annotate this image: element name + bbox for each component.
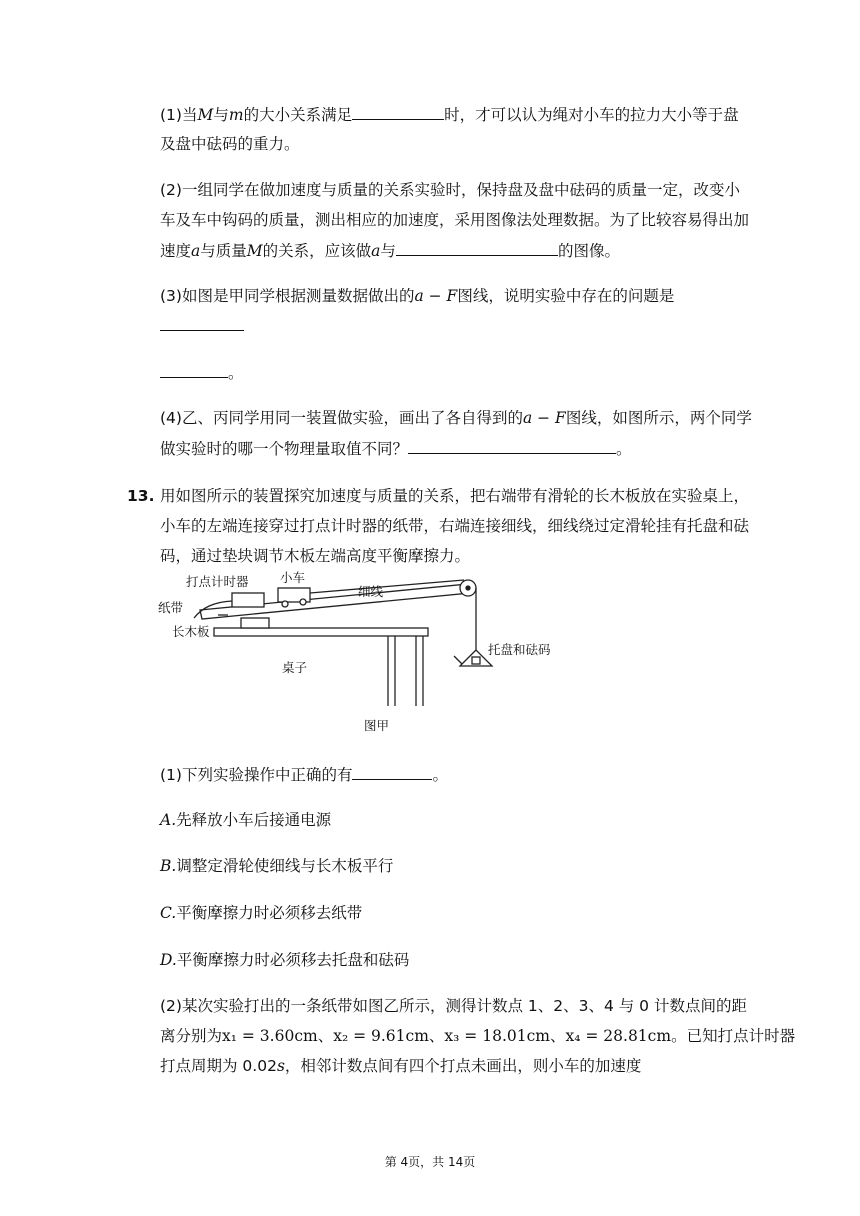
math-x4: x₄ = 28.81cm — [565, 1027, 672, 1045]
q12-p1-line1 — [160, 104, 739, 125]
answer-blank[interactable] — [408, 438, 616, 454]
option-b[interactable] — [160, 856, 393, 876]
option-d[interactable] — [160, 950, 409, 970]
separator: 、 — [428, 1027, 445, 1045]
q12-p2-line2: 车及车中钩码的质量，测出相应的加速度，采用图像法处理数据。为了比较容易得出加 — [160, 211, 750, 229]
math-s: s — [276, 1057, 285, 1075]
answer-blank[interactable] — [396, 240, 558, 256]
page-footer: 第 4页，共 14页 — [384, 1155, 476, 1169]
label-pan: 托盘和砝码 — [488, 642, 551, 657]
text: 与质量 — [200, 242, 247, 260]
text: 的大小关系满足 — [243, 106, 353, 124]
text: (1)当 — [160, 106, 198, 124]
text: 的关系，应该做 — [262, 242, 372, 260]
figure-caption: 图甲 — [364, 718, 390, 733]
option-text: 平衡摩擦力时必须移去纸带 — [176, 904, 363, 922]
text: 。已知打点计时器 — [671, 1027, 796, 1045]
text: (4)乙、丙同学用同一装置做实验，画出了各自得到的 — [160, 409, 523, 427]
text: 与 — [380, 242, 396, 260]
math-a-F: a − F — [414, 287, 458, 305]
math-x3: x₃ = 18.01cm — [444, 1027, 550, 1045]
text: 图线，说明实验中存在的问题是 — [457, 287, 675, 305]
option-letter: C. — [160, 904, 177, 922]
math-m: m — [228, 106, 244, 124]
q12-p4-line2 — [160, 438, 632, 459]
text: 打点周期为 0.02 — [160, 1057, 277, 1075]
q12-p4-line1 — [160, 408, 752, 428]
q12-p2-line1: (2)一组同学在做加速度与质量的关系实验时，保持盘及盘中砝码的质量一定，改变小 — [160, 181, 740, 199]
answer-blank[interactable] — [160, 362, 228, 378]
answer-blank[interactable] — [352, 764, 432, 780]
label-car: 小车 — [280, 570, 306, 585]
label-table: 桌子 — [282, 660, 308, 675]
text: 的图像。 — [557, 242, 620, 260]
q13-p2-line2 — [160, 1026, 795, 1046]
separator: 、 — [549, 1027, 566, 1045]
math-x1: x₁ = 3.60cm — [222, 1027, 318, 1045]
q13-intro-line1: 用如图所示的装置探究加速度与质量的关系，把右端带有滑轮的长木板放在实验桌上， — [160, 487, 750, 505]
q12-p3-blank1[interactable] — [160, 315, 244, 336]
label-string: 细线 — [358, 584, 384, 599]
q13-p2-line1: (2)某次实验打出的一条纸带如图乙所示，测得计数点 1、2、3、4 与 0 计数点间的距 — [160, 997, 747, 1015]
text: 做实验时的哪一个物理量取值不同？ — [160, 440, 409, 458]
math-x2: x₂ = 9.61cm — [333, 1027, 429, 1045]
math-M: M — [197, 106, 214, 124]
q13-intro-line2: 小车的左端连接穿过打点计时器的纸带，右端连接细线，细线绕过定滑轮挂有托盘和砝 — [160, 517, 750, 535]
math-M: M — [246, 242, 263, 260]
math-a: a — [191, 242, 201, 260]
option-letter: D. — [160, 951, 177, 969]
separator: 、 — [317, 1027, 334, 1045]
option-c[interactable] — [160, 903, 362, 923]
q13-p1 — [160, 764, 448, 785]
text: (1)下列实验操作中正确的有 — [160, 766, 353, 784]
option-text: 调整定滑轮使细线与长木板平行 — [176, 857, 394, 875]
label-tape: 纸带 — [158, 600, 184, 615]
q12-p3-line3 — [160, 362, 244, 383]
text: 时，才可以认为绳对小车的拉力大小等于盘 — [444, 106, 739, 124]
answer-blank[interactable] — [352, 104, 444, 120]
label-timer: 打点计时器 — [186, 574, 249, 589]
option-text: 先释放小车后接通电源 — [176, 811, 332, 829]
q13-p2-line3 — [160, 1056, 641, 1076]
text: 。 — [228, 364, 244, 382]
q12-p1-line2: 及盘中砝码的重力。 — [160, 135, 300, 153]
text: 速度 — [160, 242, 192, 260]
option-letter: B. — [160, 857, 177, 875]
text: 与 — [213, 106, 229, 124]
q12-p3-line1 — [160, 286, 674, 306]
q13-intro-line3: 码，通过垫块调节木板左端高度平衡摩擦力。 — [160, 547, 471, 565]
question-number: 13. — [127, 487, 155, 505]
option-text: 平衡摩擦力时必须移去托盘和砝码 — [176, 951, 410, 969]
text: 离分别为 — [160, 1027, 223, 1045]
apparatus-diagram — [158, 568, 578, 738]
text: ，相邻计数点间有四个打点未画出，则小车的加速度 — [284, 1057, 642, 1075]
answer-blank[interactable] — [160, 315, 244, 331]
text: 。 — [432, 766, 448, 784]
label-board: 长木板 — [172, 624, 210, 639]
option-letter: A. — [160, 811, 177, 829]
math-a: a — [371, 242, 381, 260]
text: 。 — [616, 440, 632, 458]
text: (3)如图是甲同学根据测量数据做出的 — [160, 287, 415, 305]
option-a[interactable] — [160, 810, 331, 830]
text: 图线，如图所示，两个同学 — [565, 409, 752, 427]
math-a-F: a − F — [522, 409, 566, 427]
q12-p2-line3 — [160, 240, 620, 261]
